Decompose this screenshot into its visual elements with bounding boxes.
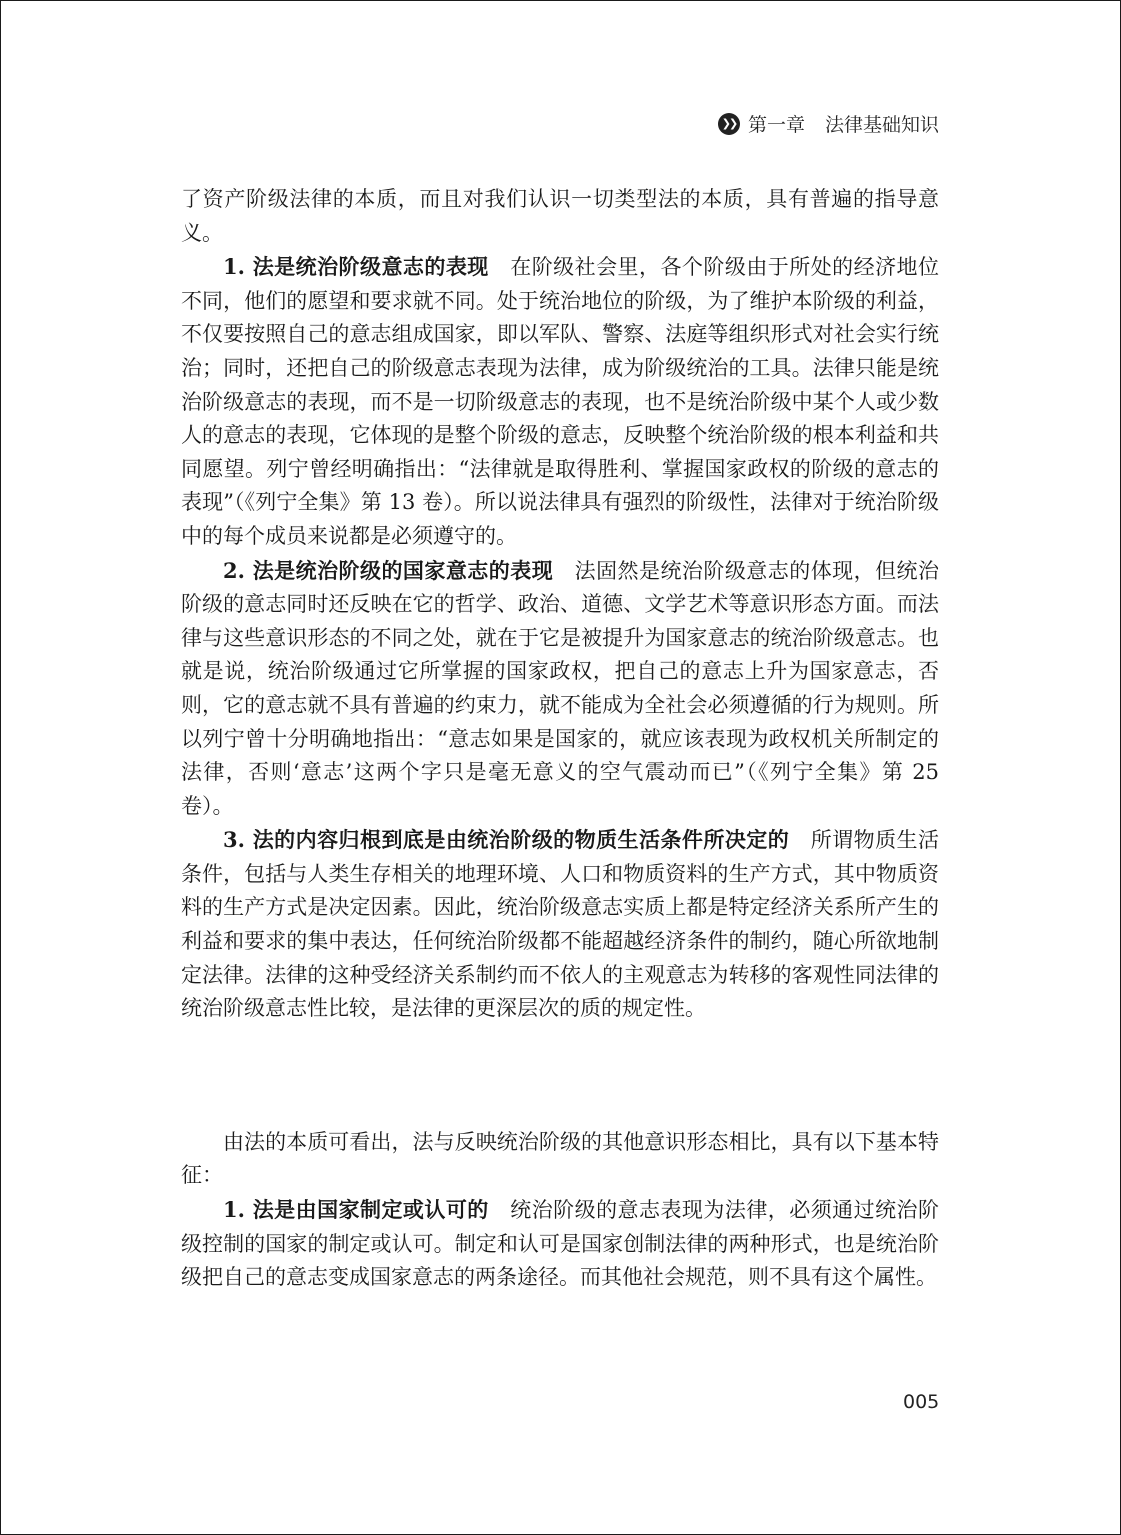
paragraph-body: 所谓物质生活条件，包括与人类生存相关的地理环境、人口和物质资料的生产方式，其中物质资料的生产方式是决定因素。因此，统治阶级意志实质上都是特定经济关系所产生的利益和要求的集中表达，任何统治阶级都不能超越经济条件的制约，随心所欲地制定法律。法律的这种受经济关系制约而不依人的主观意志为转移的客观性同法律的统治阶级意志性比较，是法律的更深层次的质的规定性。 [181, 828, 940, 1021]
paragraph-point-1 [181, 250, 939, 553]
paragraph-body: 法固然是统治阶级意志的体现，但统治阶级的意志同时还反映在它的哲学、政治、道德、文学艺术等意识形态方面。而法律与这些意识形态的不同之处，就在于它是被提升为国家意志的统治阶级意志。也就是说，统治阶级通过它所掌握的国家政权，把自己的意志上升为国家意志，否则，它的意志就不具有普遍的约束力，就不能成为全社会必须遵循的行为规则。所以列宁曾十分明确地指出：“意志如果是国家的，就应该表现为政权机关所制定的法律，否则‘意志’这两个字只是毫无意义的空气震动而已”（《列宁全集》第 25 卷）。 [181, 558, 939, 818]
paragraph-heading: 1. 法是由国家制定或认可的 [223, 1197, 489, 1223]
paragraph-body: 统治阶级的意志表现为法律，必须通过统治阶级控制的国家的制定或认可。制定和认可是国家创制法律的两种形式，也是统治阶级把自己的意志变成国家意志的两条途径。而其他社会规范，则不具有这个属性。 [181, 1198, 940, 1290]
paragraph-body: 由法的本质可看出，法与反映统治阶级的其他意识形态相比，具有以下基本特征： [181, 1129, 939, 1188]
running-head [718, 110, 939, 137]
paragraph-body: 了资产阶级法律的本质，而且对我们认识一切类型法的本质，具有普遍的指导意义。 [181, 187, 939, 245]
paragraph-heading: 1. 法是统治阶级意志的表现 [223, 254, 489, 280]
paragraph-point-3 [181, 823, 939, 1026]
paragraph-heading: 2. 法是统治阶级的国家意志的表现 [223, 557, 554, 583]
paragraph-point-2 [181, 554, 939, 824]
paragraph-heading: 3. 法的内容归根到底是由统治阶级的物质生活条件所决定的 [223, 827, 790, 853]
paragraph-intro-continued [181, 183, 939, 250]
paragraph-feature-1 [181, 1193, 939, 1295]
chapter-number: 第一章 [747, 114, 805, 136]
paragraph-features-intro [181, 1126, 939, 1193]
page-number: 005 [903, 1391, 940, 1413]
section-gap [181, 1026, 939, 1126]
chapter-title: 法律基础知识 [824, 114, 939, 136]
paragraph-body: 在阶级社会里，各个阶级由于所处的经济地位不同，他们的愿望和要求就不同。处于统治地位的阶级，为了维护本阶级的利益，不仅要按照自己的意志组成国家，即以军队、警察、法庭等组织形式对社会实行统治；同时，还把自己的阶级意志表现为法律，成为阶级统治的工具。法律只能是统治阶级意志的表现，而不是一切阶级意志的表现，也不是统治阶级中某个人或少数人的意志的表现，它体现的是整个阶级的意志，反映整个统治阶级的根本利益和共同愿望。列宁曾经明确指出：“法律就是取得胜利、掌握国家政权的阶级的意志的表现”（《列宁全集》第 13 卷）。所以说法律具有强烈的阶级性，法律对于统治阶级中的每个成员来说都是必须遵守的。 [181, 255, 940, 548]
body-text [181, 183, 939, 1295]
double-chevron-icon: ❯❯ [718, 113, 740, 135]
